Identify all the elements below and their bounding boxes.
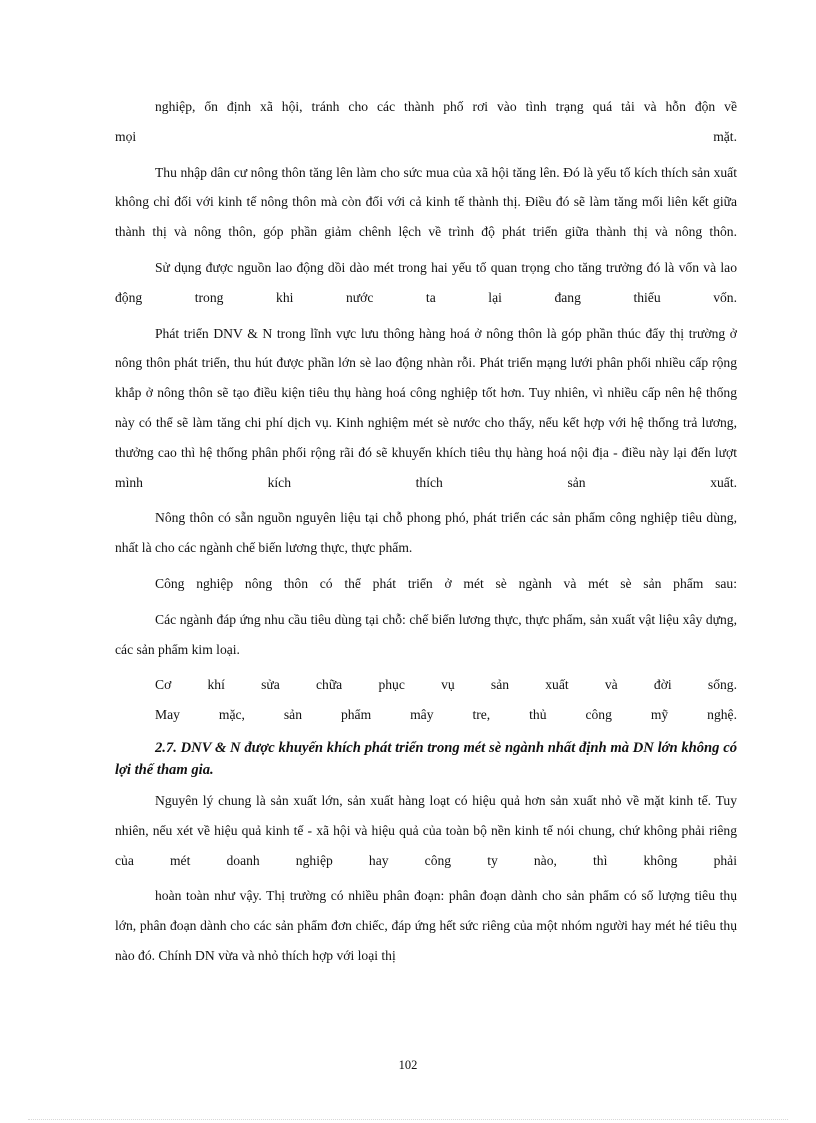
paragraph: Nông thôn có sẵn nguồn nguyên liệu tại chỗ phong phó, phát triển các sản phẩm công nghiệp tiêu dùng, nhất là cho các ngành chế biến lương thực, thực phẩm. xyxy=(115,510,737,556)
paragraph: Thu nhập dân cư nông thôn tăng lên làm cho sức mua của xã hội tăng lên. Đó là yếu tố kích thích sản xuất không chỉ đối với kinh tế nông thôn mà còn đối với cả kinh tế thành thị. Điều đó sẽ làm tăng mối liên kết giữa thành thị và nông thôn, góp phần giảm chênh lệch về trình độ phát triển giữa thành thị và nông thôn. xyxy=(115,164,737,240)
paragraph: May mặc, sản phẩm mây tre, thủ công mỹ nghệ. xyxy=(155,707,737,723)
paragraph: hoàn toàn như vậy. Thị trường có nhiều phân đoạn: phân đoạn dành cho sản phẩm có số lượng tiêu thụ lớn, phân đoạn dành cho các sản phẩm đơn chiếc, đáp ứng hết sức riêng của một nhóm người hay mét hé tiêu thụ nào đó. Chính DN vừa và nhỏ thích hợp với loại thị xyxy=(115,888,737,963)
paragraph: Sử dụng được nguồn lao động dồi dào mét trong hai yếu tố quan trọng cho tăng trưởng đó là vốn và lao động trong khi nước ta lại đang thiếu vốn. xyxy=(115,259,737,305)
paragraph: Cơ khí sửa chữa phục vụ sản xuất và đời sống. xyxy=(155,677,737,693)
paragraph: mọi mặt. xyxy=(115,128,737,144)
page-border xyxy=(28,1119,788,1120)
paragraph: Các ngành đáp ứng nhu cầu tiêu dùng tại chỗ: chế biến lương thực, thực phẩm, sản xuất vật liệu xây dựng, các sản phẩm kim loại. xyxy=(115,611,737,657)
document-body xyxy=(115,92,737,971)
page-number: 102 xyxy=(398,1058,418,1072)
paragraph: Công nghiệp nông thôn có thể phát triển ở mét sè ngành và mét sè sản phẩm sau: xyxy=(155,575,737,591)
paragraph: Nguyên lý chung là sản xuất lớn, sản xuất hàng loạt có hiệu quả hơn sản xuất nhỏ về mặt kinh tế. Tuy nhiên, nếu xét về hiệu quả kinh tế - xã hội và hiệu quả của toàn bộ nền kinh tế nói chung, chứ không phải riêng của mét doanh nghiệp hay công ty nào, thì không phải xyxy=(115,792,737,868)
section-heading: 2.7. DNV & N được khuyến khích phát triển trong mét sè ngành nhất định mà DN lớn không có lợi thế tham gia. xyxy=(115,739,737,778)
paragraph: nghiệp, ổn định xã hội, tránh cho các thành phố rơi vào tình trạng quá tải và hỗn độn về xyxy=(155,99,737,114)
paragraph: Phát triển DNV & N trong lĩnh vực lưu thông hàng hoá ở nông thôn là góp phần thúc đẩy thị trường ở nông thôn phát triển, thu hút được phần lớn sè lao động nhàn rỗi. Phát triển mạng lưới phân phối nhiều cấp rộng khắp ở nông thôn sẽ tạo điều kiện tiêu thụ hàng hoá công nghiệp tốt hơn. Tuy nhiên, vì nhiều cấp nên hệ thống này có thể sẽ làm tăng chi phí dịch vụ. Kinh nghiệm mét sè nước cho thấy, nếu kết hợp với hệ thống trả lương, thưởng cao thì hệ thống phân phối rộng rãi đó sẽ khuyến khích tiêu thụ hàng hoá nội địa - điều này lại đến lượt mình kích thích sản xuất. xyxy=(115,325,737,490)
